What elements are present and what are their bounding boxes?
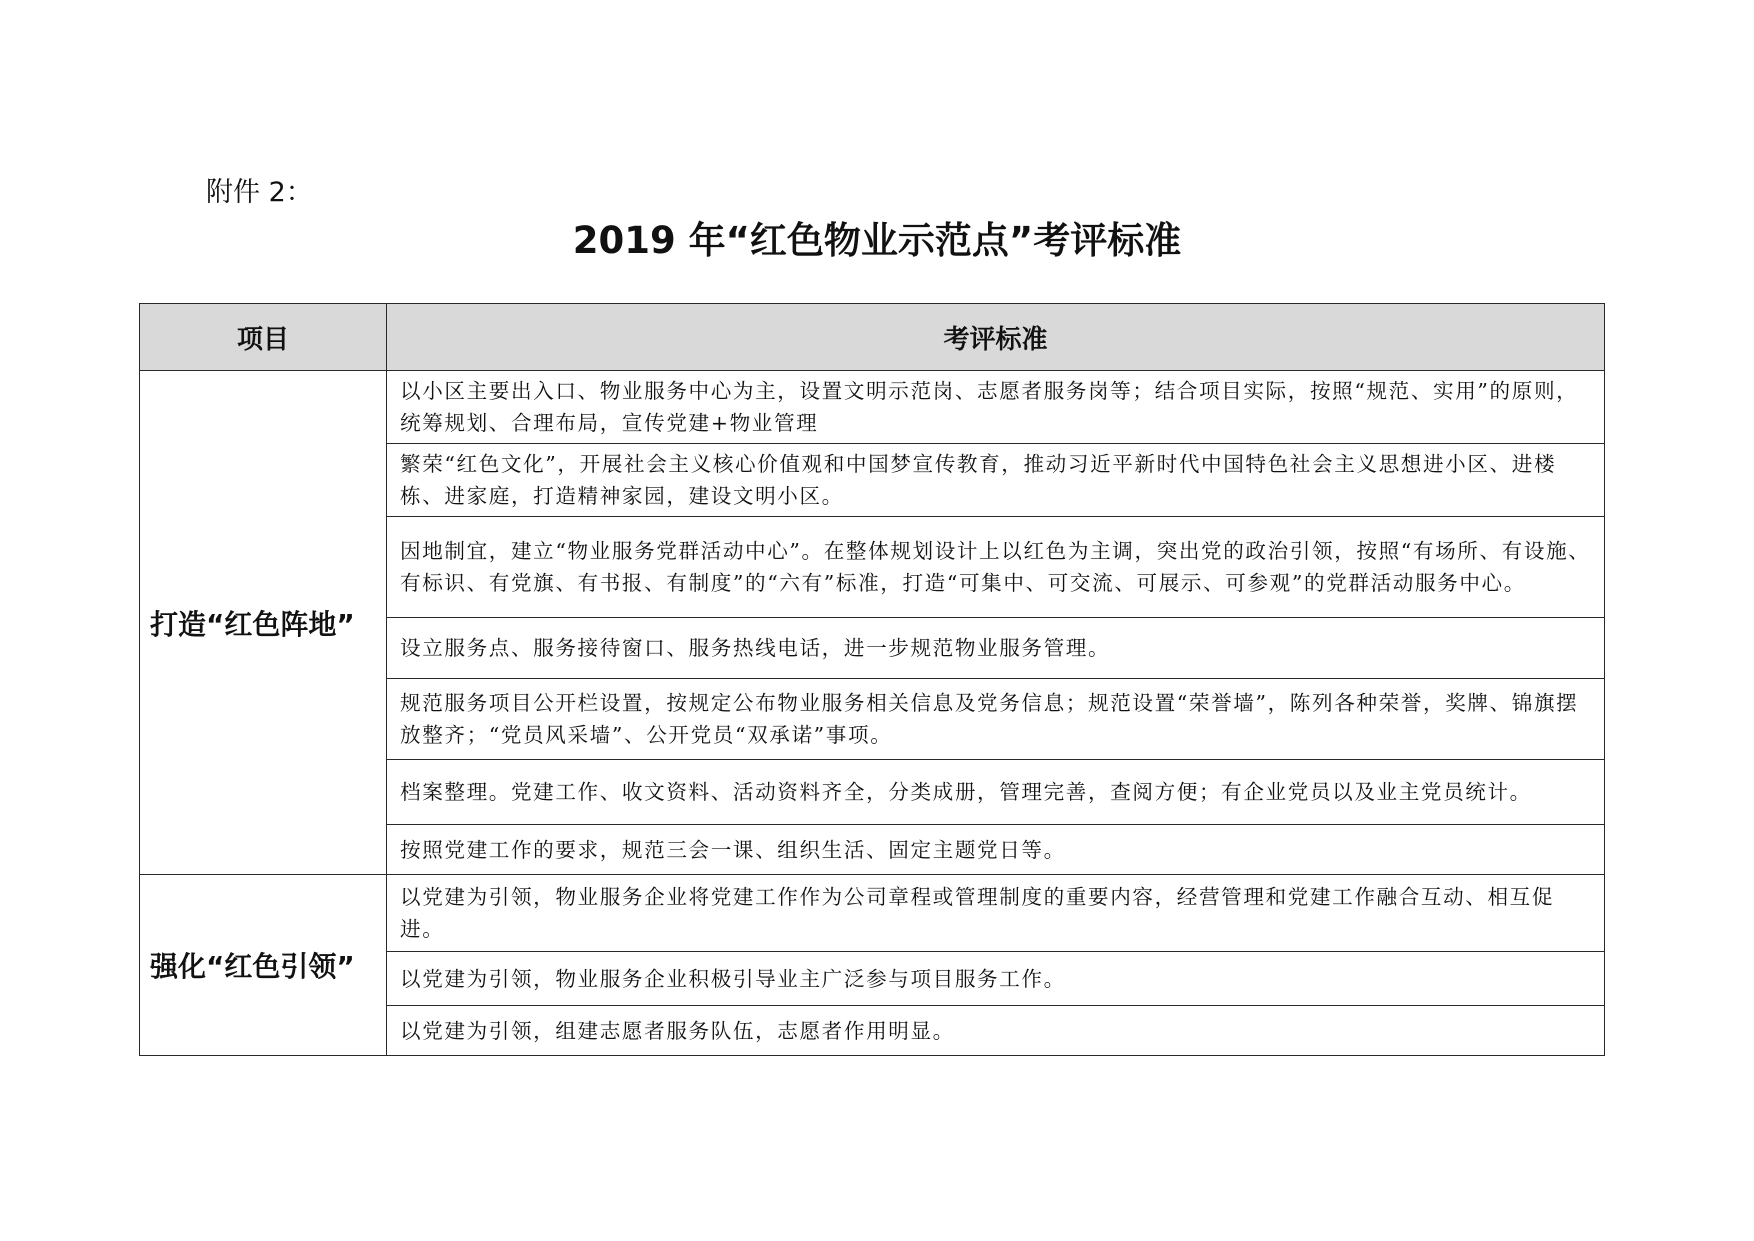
criterion-cell: 因地制宜，建立“物业服务党群活动中心”。在整体规划设计上以红色为主调，突出党的政治引领，按照“有场所、有设施、有标识、有党旗、有书报、有制度”的“六有”标准，打造“可集中、可交流、可展示、可参观”的党群活动服务中心。 [387,517,1605,618]
criterion-cell: 繁荣“红色文化”，开展社会主义核心价值观和中国梦宣传教育，推动习近平新时代中国特色社会主义思想进小区、进楼栋、进家庭，打造精神家园，建设文明小区。 [387,444,1605,517]
header-standard: 考评标准 [387,304,1605,371]
header-item: 项目 [140,304,387,371]
table-header-row [140,304,1605,371]
criterion-cell: 按照党建工作的要求，规范三会一课、组织生活、固定主题党日等。 [387,825,1605,875]
criterion-cell: 档案整理。党建工作、收文资料、活动资料齐全，分类成册，管理完善，查阅方便；有企业党员以及业主党员统计。 [387,760,1605,825]
criterion-cell: 以党建为引领，组建志愿者服务队伍，志愿者作用明显。 [387,1006,1605,1056]
criterion-cell: 以小区主要出入口、物业服务中心为主，设置文明示范岗、志愿者服务岗等；结合项目实际，按照“规范、实用”的原则，统筹规划、合理布局，宣传党建+物业管理 [387,371,1605,444]
table-row [140,371,1605,444]
table-row [140,875,1605,952]
group-item-red-lead: 强化“红色引领” [140,875,387,1056]
evaluation-standards-table [139,303,1605,1056]
criterion-cell: 以党建为引领，物业服务企业积极引导业主广泛参与项目服务工作。 [387,952,1605,1006]
criterion-cell: 设立服务点、服务接待窗口、服务热线电话，进一步规范物业服务管理。 [387,618,1605,679]
group-item-red-base: 打造“红色阵地” [140,371,387,875]
document-title: 2019 年“红色物业示范点”考评标准 [572,219,1182,262]
attachment-label: 附件 2： [206,177,313,208]
criterion-cell: 规范服务项目公开栏设置，按规定公布物业服务相关信息及党务信息；规范设置“荣誉墙”，陈列各种荣誉，奖牌、锦旗摆放整齐；“党员风采墙”、公开党员“双承诺”事项。 [387,679,1605,760]
criterion-cell: 以党建为引领，物业服务企业将党建工作作为公司章程或管理制度的重要内容，经营管理和党建工作融合互动、相互促进。 [387,875,1605,952]
